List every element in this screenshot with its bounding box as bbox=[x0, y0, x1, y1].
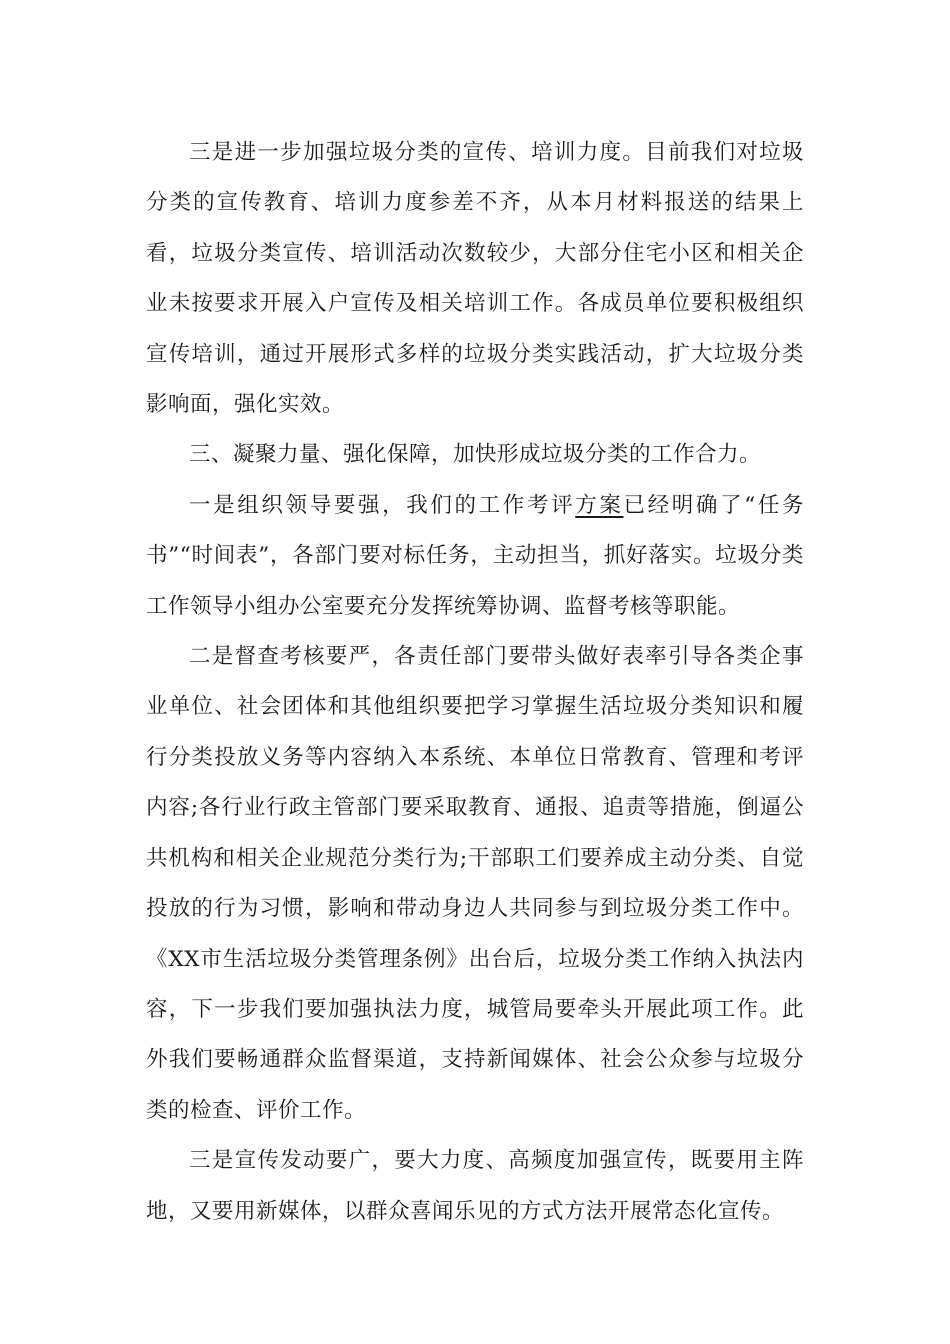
paragraph-publicity-training: 三是进一步加强垃圾分类的宣传、培训力度。目前我们对垃圾分类的宣传教育、培训力度参差不齐，从本月材料报送的结果上看，垃圾分类宣传、培训活动次数较少，大部分住宅小区和相关企业未按要求开展入户宣传及相关培训工作。各成员单位要积极组织宣传培训，通过开展形式多样的垃圾分类实践活动，扩大垃圾分类影响面，强化实效。 bbox=[146, 140, 804, 418]
section-heading-joint-force: 三、凝聚力量、强化保障，加快形成垃圾分类的工作合力。 bbox=[189, 442, 762, 468]
paragraph-publicity-mobilization: 三是宣传发动要广，要大力度、高频度加强宣传，既要用主阵地，又要用新媒体，以群众喜闻乐见的方式方法开展常态化宣传。 bbox=[146, 1148, 804, 1224]
paragraph-leadership-end: 已经明确了“任务书”“时间表”，各部门要对标任务，主动担当，抓好落实。垃圾分类工作领导小组办公室要充分发挥统筹协调、监督考核等职能。 bbox=[146, 492, 804, 619]
paragraph-leadership-start: 一是组织领导要强，我们的工作考评 bbox=[189, 492, 576, 518]
paragraph-leadership bbox=[146, 481, 804, 632]
document-body bbox=[146, 128, 804, 1237]
underlined-term-plan: 方案 bbox=[575, 492, 624, 518]
paragraph-supervision: 二是督查考核要严，各责任部门要带头做好表率引导各类企事业单位、社会团体和其他组织要把学习掌握生活垃圾分类知识和履行分类投放义务等内容纳入本系统、本单位日常教育、管理和考评内容;各行业行政主管部门要采取教育、通报、追责等措施，倒逼公共机构和相关企业规范分类行为;干部职工们要养成主动分类、自觉投放的行为习惯，影响和带动身边人共同参与到垃圾分类工作中。《XX市生活垃圾分类管理条例》出台后，垃圾分类工作纳入执法内容，下一步我们要加强执法力度，城管局要牵头开展此项工作。此外我们要畅通群众监督渠道，支持新闻媒体、社会公众参与垃圾分类的检查、评价工作。 bbox=[146, 644, 804, 1123]
